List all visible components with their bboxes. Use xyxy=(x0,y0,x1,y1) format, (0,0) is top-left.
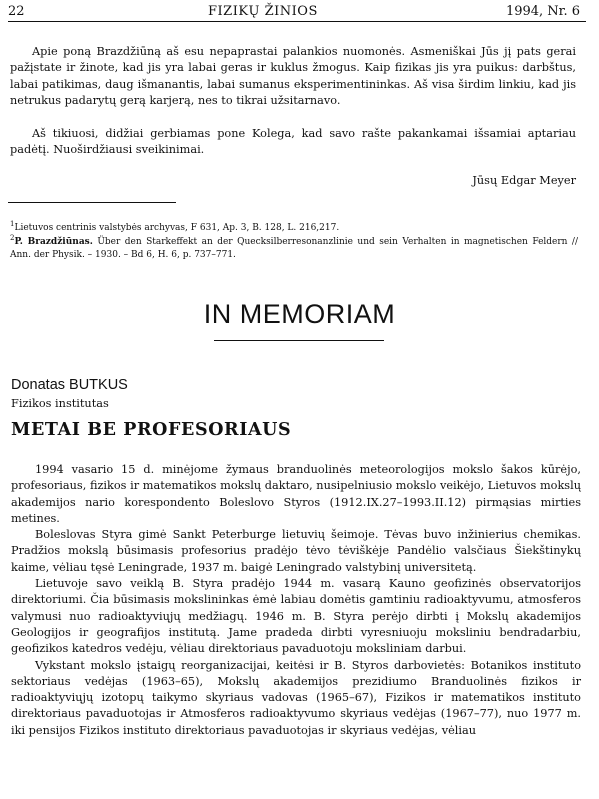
letter-paragraph: Apie poną Brazdžiūną aš esu nepaprastai palankios nuomonės. Asmeniškai Jūs jį pats gerai pažįstate ir žinote, kad jis yra labai geras ir kuklus žmogus. Kaip fizikas jis yra puikus: darbštus, labai patikimas, daug išmanantis, labai sumanus eksperimentininkas. Aš visa širdim linkiu, kad jis netrukus padarytų gerą karjerą, nes to tikrai užsitarnavo. xyxy=(10,45,576,107)
article-body xyxy=(11,462,581,739)
footnote xyxy=(10,232,578,261)
article-paragraph: Boleslovas Styra gimė Sankt Peterburge lietuvių šeimoje. Tėvas buvo inžinierius chemikas. Pradžios mokslą būsimasis profesorius pradėjo tėvo tėviškėje Pandėlio valsčiaus Šiekštinykų kaime, vėliau tęsė Leningrade, 1937 m. baigė Leningrado valstybinį universitetą. xyxy=(11,528,581,574)
letter-signature: Jūsų Edgar Meyer xyxy=(472,174,576,187)
author-affiliation: Fizikos institutas xyxy=(11,397,109,410)
article-paragraph: Lietuvoje savo veiklą B. Styra pradėjo 1944 m. vasarą Kauno geofizinės observatorijos direktoriumi. Čia būsimasis mokslininkas ėmė labiau domėtis gamtiniu radioaktyvumu, atmosferos valymusi nuo radioaktyviųjų medžiagų. 1946 m. B. Styra perėjo dirbti į Mokslų akademijos Geologijos ir geografijos institutą. Jame pradeda dirbti vyresniuoju moksliniu bendradarbiu, geofizikos katedros vedėju, vėliau direktoriaus pavaduotoju moksliniam darbui. xyxy=(11,577,581,656)
article-paragraph: 1994 vasario 15 d. minėjome žymaus branduolinės meteorologijos mokslo šakos kūrėjo, profesoriaus, fizikos ir matematikos mokslų daktaro, nusipelniusio mokslo veikėjo, Lietuvos mokslų akademijos nario korespondento Boleslovo Styros (1912.IX.27–1993.II.12) pirmąsias mirties metines. xyxy=(11,463,581,525)
footnote-divider xyxy=(8,202,176,203)
article-title: METAI BE PROFESORIAUS xyxy=(11,420,292,440)
footnote-mark: 1 xyxy=(10,220,15,228)
heading-underline xyxy=(214,340,384,341)
page-number: 22 xyxy=(8,4,25,19)
footnote-text: Lietuvos centrinis valstybės archyvas, F 631, Ap. 3, B. 128, L. 216,217. xyxy=(14,223,340,233)
journal-title: FIZIKŲ ŽINIOS xyxy=(208,4,318,19)
footnote-text: Über den Starkeffekt an der Quecksilberresonanzlinie und sein Verhalten in magnetischen Feldern // Ann. der Physik. – 1930. – Bd 6, H. 6, p. 737–771. xyxy=(10,237,578,260)
section-heading: IN MEMORIAM xyxy=(203,299,396,329)
letter-paragraph: Aš tikiuosi, didžiai gerbiamas pone Kolega, kad savo rašte pakankamai išsamiai aptariau padėtį. Nuoširdžiausi sveikinimai. xyxy=(10,127,576,157)
issue-number: 1994, Nr. 6 xyxy=(505,4,580,19)
article-paragraph: Vykstant mokslo įstaigų reorganizacijai, keitėsi ir B. Styros darbovietės: Botanikos instituto sektoriaus vedėjas (1963–65), Mokslų akademijos prezidiumo Branduolinės fizikos ir radioaktyviųjų izotopų taikymo skyriaus vadovas (1965–67), Fizikos ir matematikos instituto direktoriaus pavaduotojas ir Atmosferos radioaktyvumo skyriaus vedėjas (1967–77), nuo 1977 m. iki pensijos Fizikos instituto direktoriaus pavaduotojas ir skyriaus vedėjas, vėliau xyxy=(11,658,581,737)
running-header xyxy=(8,4,586,22)
footnote-author: P. Brazdžiūnas. xyxy=(14,237,93,247)
footnote-mark: 2 xyxy=(10,234,15,242)
article-author: Donatas BUTKUS xyxy=(11,377,128,393)
